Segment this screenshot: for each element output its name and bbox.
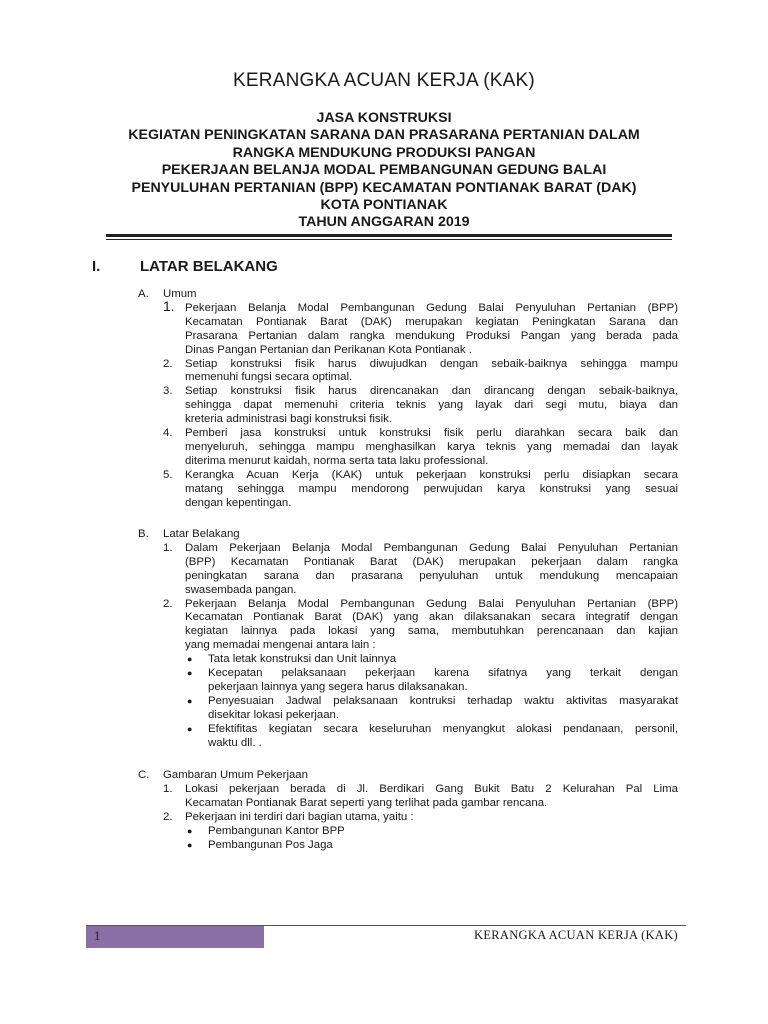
bullet-icon: ● [187, 839, 193, 850]
text-line: menyeluruh, sehingga mampu menghasilkan karya teknis yang memadai dan layak [185, 440, 678, 453]
subtitle-line: RANGKA MENDUKUNG PRODUKSI PANGAN [232, 144, 536, 161]
subsection-title: Gambaran Umum Pekerjaan [163, 769, 308, 781]
text-line: diterima menurut kaidah, norma serta tata laku professional. [185, 454, 489, 467]
bullet-item [138, 839, 678, 853]
text-line: yang memadai mengenai antara lain : [185, 639, 376, 652]
list-number: 2. [163, 597, 173, 610]
subsection-heading [138, 288, 678, 302]
text-line: sehingga dapat memenuhi criteria teknis yang layak dari segi mutu, biaya dan [185, 399, 678, 412]
list-item [138, 811, 678, 825]
bullet-icon: ● [187, 723, 193, 734]
bullet-icon: ● [187, 654, 193, 665]
text-line: Pembangunan Kantor BPP [208, 824, 345, 837]
subsection-title: Latar Belakang [163, 528, 240, 540]
text-line: Dalam Pekerjaan Belanja Modal Pembangunan Gedung Balai Penyuluhan Pertanian [185, 541, 678, 554]
section-number: I. [92, 258, 101, 275]
text-line: (BPP) Kecamatan Pontianak Barat (DAK) merupakan pekerjaan dalam rangka [185, 555, 678, 568]
bullet-item [138, 723, 678, 751]
subtitle-line: KOTA PONTIANAK [320, 197, 448, 214]
text-line: Tata letak konstruksi dan Unit lainnya [208, 653, 397, 666]
list-number: 5. [163, 468, 173, 481]
text-line: waktu dll. . [208, 736, 262, 749]
text-line: Efektifitas kegiatan secara keseluruhan menyangkut alokasi pendanaan, personil, [208, 722, 678, 735]
list-number: 1. [163, 782, 173, 795]
text-line: Setiap konstruksi fisik harus diwujudkan dengan sebaik-baiknya sehingga mampu [185, 357, 678, 370]
subsection-heading [138, 769, 678, 783]
list-item [138, 542, 678, 598]
list-item [138, 358, 678, 386]
text-line: Kecamatan Pontianak Barat seperti yang terlihat pada gambar rencana. [185, 796, 548, 809]
text-line: Pekerjaan Belanja Modal Pembangunan Gedung Balai Penyuluhan Pertanian (BPP) [185, 597, 678, 610]
text-line: kegiatan lainnya pada lokasi yang sama, membutuhkan perencanaan dan kajian [185, 625, 678, 638]
subsection-latar-belakang [138, 528, 678, 751]
list-number: 2. [163, 357, 173, 370]
list-item [138, 385, 678, 427]
title-divider-thin [106, 239, 672, 240]
list-item [138, 598, 678, 654]
text-line: Prasarana Pertanian dalam rangka mendukung Produksi Pangan yang berada pada [185, 329, 678, 342]
list-item [138, 783, 678, 811]
subtitle-line: PEKERJAAN BELANJA MODAL PEMBANGUNAN GEDUNG BALAI [161, 162, 607, 179]
text-line: peningkatan sarana dan prasarana penyuluhan untuk mendukung mencapaian [185, 569, 678, 582]
text-line: Pembangunan Pos Jaga [208, 838, 333, 851]
footer-accent-bar [86, 926, 264, 948]
subsection-umum [138, 288, 678, 511]
text-line: Dinas Pangan Pertanian dan Perikanan Kota Pontianak . [185, 343, 472, 356]
text-line: Penyesuaian Jadwal pelaksanaan kontruksi terhadap waktu aktivitas masyarakat [208, 694, 678, 707]
page-number: 1 [94, 928, 101, 943]
text-line: Kecepatan pelaksanaan pekerjaan karena sifatnya yang terkait dengan [208, 667, 678, 680]
bullet-item [138, 653, 678, 667]
text-line: Setiap konstruksi fisik harus direncanakan dan dirancang dengan sebaik-baiknya, [185, 385, 678, 398]
bullet-list [138, 653, 678, 750]
bullet-icon: ● [187, 695, 193, 706]
subsection-letter: C. [138, 769, 150, 781]
subsection-gambaran-umum [138, 769, 678, 852]
title-divider-thick [106, 234, 672, 237]
text-line: disekitar lokasi pekerjaan. [208, 708, 340, 721]
text-line: Kecamatan Pontianak Barat (DAK) merupakan kegiatan Peningkatan Sarana dan [185, 315, 678, 328]
list-item [138, 427, 678, 469]
list-number: 1. [163, 297, 175, 314]
list-number: 1. [163, 541, 173, 554]
text-line: Lokasi pekerjaan berada di Jl. Berdikari Gang Bukit Batu 2 Kelurahan Pal Lima [185, 782, 678, 795]
text-line: Pemberi jasa konstruksi untuk konstruksi fisik perlu diarahkan secara baik dan [185, 427, 678, 440]
bullet-item [138, 667, 678, 695]
document-subtitle [90, 110, 678, 232]
subsection-letter: B. [138, 528, 149, 540]
text-line: memenuhi fungsi secara optimal. [185, 371, 353, 384]
footer-title: KERANGKA ACUAN KERJA (KAK) [474, 928, 678, 942]
document-title: KERANGKA ACUAN KERJA (KAK) [233, 70, 535, 91]
list-number: 2. [163, 810, 173, 823]
subtitle-line: JASA KONSTRUKSI [316, 110, 452, 126]
subsection-title: Umum [163, 288, 197, 300]
bullet-icon: ● [187, 825, 193, 836]
list-number: 3. [163, 385, 173, 398]
bullet-item [138, 825, 678, 839]
subsection-heading [138, 528, 678, 542]
list-item [138, 297, 678, 358]
text-line: pekerjaan lainnya yang segera harus dilaksanakan. [208, 680, 468, 693]
subsection-letter: A. [138, 288, 149, 300]
text-line: Kerangka Acuan Kerja (KAK) untuk pekerjaan konstruksi perlu disiapkan secara [185, 468, 678, 481]
list-item [138, 469, 678, 511]
subtitle-line: KEGIATAN PENINGKATAN SARANA DAN PRASARANA PERTANIAN DALAM [128, 127, 640, 144]
section-title: LATAR BELAKANG [140, 258, 278, 275]
bullet-list [138, 825, 678, 853]
text-line: Kecamatan Pontianak Barat (DAK) yang akan dilaksanakan secara integratif dengan [185, 611, 678, 624]
text-line: dengan kepentingan. [185, 496, 292, 509]
list-number: 4. [163, 427, 173, 440]
text-line: swasembada pangan. [185, 583, 297, 596]
bullet-icon: ● [187, 668, 193, 679]
text-line: kreteria administrasi bagi konstruksi fisik. [185, 413, 393, 426]
bullet-item [138, 695, 678, 723]
text-line: matang sehingga mampu mendorong perwujudan karya konstruksi yang sesuai [185, 482, 678, 495]
text-line: Pekerjaan ini terdiri dari bagian utama, yaitu : [185, 810, 414, 823]
subtitle-line: TAHUN ANGGARAN 2019 [298, 214, 470, 231]
text-line: Pekerjaan Belanja Modal Pembangunan Gedung Balai Penyuluhan Pertanian (BPP) [185, 301, 678, 314]
subtitle-line: PENYULUHAN PERTANIAN (BPP) KECAMATAN PONTIANAK BARAT (DAK) [131, 179, 637, 196]
